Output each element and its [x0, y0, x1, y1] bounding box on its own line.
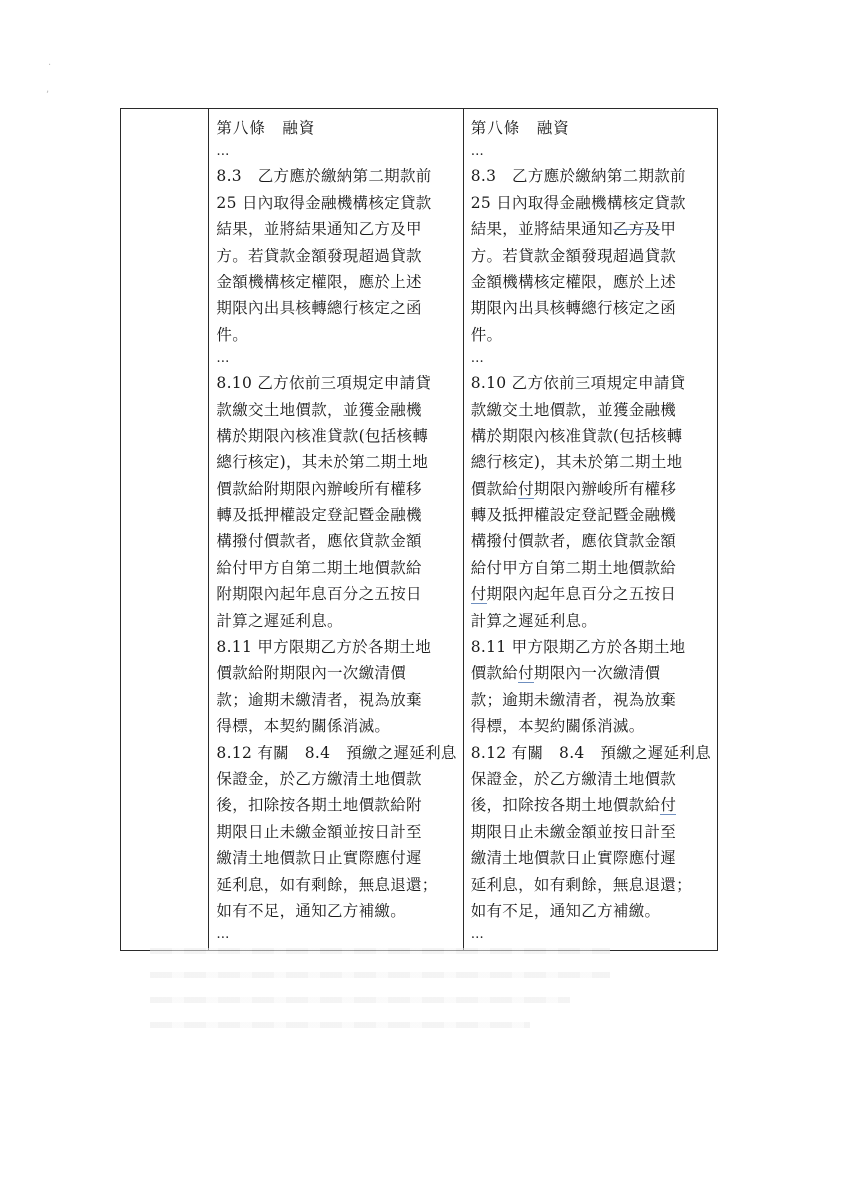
clause-text-line: 款繳交土地價款，並獲金融機: [470, 400, 677, 419]
clause-text-line: 轉及抵押權設定登記暨金融機: [470, 506, 677, 525]
show-through-text-line: [150, 1022, 530, 1028]
revised-text-mark: 付: [470, 585, 487, 604]
clause-text-segment: 價款給: [470, 479, 519, 498]
clause-text-line: 件。: [216, 325, 249, 344]
clause-text-line: [471, 581, 711, 607]
clause-text-line: [471, 792, 711, 818]
clause-text-line: 8.11 甲方限期乙方於各期土地: [470, 638, 686, 657]
clause-text-segment: 期限內辦峻所有權移: [533, 479, 677, 498]
clause-text-segment: 結果，並將結果通知: [470, 220, 613, 239]
clause-text-line: 得標，本契約關係消滅。: [470, 717, 645, 736]
clause-text-line: [471, 476, 711, 502]
clause-text-segment: 期限內起年息百分之五按日: [486, 585, 677, 604]
label-column-cell: [121, 109, 209, 951]
clause-text-line: 轉及抵押權設定登記暨金融機: [216, 506, 422, 525]
revised-text-mark: 付: [518, 664, 534, 683]
clause-text-line: 8.3 乙方應於繳納第二期款前: [470, 167, 686, 186]
clause-text-line: 後，扣除按各期土地價款給附: [216, 796, 422, 815]
clause-text-line: 構撥付價款者，應依貸款金額: [470, 532, 677, 551]
clause-text-line: 8.10 乙方依前三項規定申請貸: [216, 374, 432, 393]
clause-text-line: 計算之遲延利息。: [470, 611, 598, 630]
clause-text-line: 期限日止未繳金額並按日計至: [470, 822, 677, 841]
omission-ellipsis: …: [216, 351, 230, 367]
clause-text-line: 8.12 有關 8.4 預繳之遲延利息: [216, 743, 457, 762]
clause-text-line: 附期限內起年息百分之五按日: [216, 585, 422, 604]
clause-text-line: 25 日內取得金融機構核定貸款: [216, 193, 432, 212]
clause-text-line: 價款給附期限內辦峻所有權移: [216, 479, 422, 498]
revised-text-column: [463, 109, 717, 951]
clause-text-line: 價款給附期限內一次繳清價: [216, 664, 407, 683]
clause-text-line: 款繳交土地價款，並獲金融機: [216, 400, 422, 419]
clause-text-line: 構於期限內核准貸款(包括核轉: [470, 426, 683, 445]
clause-text-line: 繳清土地價款日止實際應付遲: [216, 849, 422, 868]
scan-speck-mid: ,: [46, 84, 50, 95]
clause-text-line: 結果，並將結果通知乙方及甲: [216, 220, 422, 239]
revised-text-mark: 付: [518, 479, 534, 498]
clause-text-line: 期限日止未繳金額並按日計至: [216, 822, 422, 841]
clause-text-line: 期限內出具核轉總行核定之函: [216, 299, 422, 318]
clause-text-line: 8.11 甲方限期乙方於各期土地: [216, 638, 432, 657]
clause-text-line: 給付甲方自第二期土地價款給: [470, 558, 677, 577]
show-through-text-line: [150, 948, 610, 954]
contract-comparison-table: [120, 108, 718, 951]
clause-text-line: 延利息，如有剩餘，無息退還；: [470, 875, 692, 894]
clause-text-line: 方。若貸款金額發現超過貸款: [470, 246, 677, 265]
clause-text-line: 計算之遲延利息。: [216, 611, 343, 630]
omission-ellipsis: …: [470, 351, 485, 367]
show-through-text-line: [150, 997, 570, 1003]
clause-text-line: 件。: [470, 325, 503, 344]
clause-text-line: [471, 660, 711, 686]
clause-text-line: 款；逾期未繳清者，視為放棄: [470, 690, 677, 709]
omission-ellipsis: …: [216, 927, 230, 943]
clause-text-segment: 後，扣除按各期土地價款給: [470, 796, 661, 815]
clause-text-line: 給付甲方自第二期土地價款給: [216, 558, 422, 577]
clause-text-line: 金額機構核定權限，應於上述: [470, 272, 677, 291]
clause-text-line: [471, 216, 711, 242]
clause-text-line: 保證金，於乙方繳清土地價款: [216, 769, 422, 788]
scan-speck-top: ·: [48, 60, 52, 71]
clause-text-line: 如有不足，通知乙方補繳。: [470, 901, 661, 920]
clause-text-line: 總行核定)，其未於第二期土地: [216, 453, 429, 472]
original-text-column: [209, 109, 463, 951]
article-heading: 第八條 融資: [470, 119, 570, 137]
article-heading: 第八條 融資: [216, 119, 316, 137]
clause-text-line: 如有不足，通知乙方補繳。: [216, 901, 407, 920]
clause-text-line: 款；逾期未繳清者，視為放棄: [216, 690, 422, 709]
clause-text-line: 8.12 有關 8.4 預繳之遲延利息: [470, 743, 711, 762]
clause-text-segment: 期限內一次繳清價: [533, 664, 661, 683]
clause-text-line: 金額機構核定權限，應於上述: [216, 272, 422, 291]
clause-text-line: 構撥付價款者，應依貸款金額: [216, 532, 422, 551]
table-row: [121, 109, 718, 951]
clause-text-line: 25 日內取得金融機構核定貸款: [470, 193, 686, 212]
clause-text-line: 繳清土地價款日止實際應付遲: [470, 849, 677, 868]
clause-text-line: 構於期限內核准貸款(包括核轉: [216, 426, 429, 445]
omission-ellipsis: …: [470, 144, 485, 160]
revised-text-mark: 付: [660, 796, 677, 815]
clause-text-line: 8.10 乙方依前三項規定申請貸: [470, 374, 686, 393]
clause-text-line: 總行核定)，其未於第二期土地: [470, 453, 683, 472]
clause-text-segment: 價款給: [470, 664, 519, 683]
omission-ellipsis: …: [470, 927, 485, 943]
clause-text-line: 方。若貸款金額發現超過貸款: [216, 246, 422, 265]
clause-text-segment: 甲: [660, 220, 677, 239]
omission-ellipsis: …: [216, 144, 230, 160]
show-through-text-line: [150, 972, 610, 978]
clause-text-line: 得標，本契約關係消滅。: [216, 717, 391, 736]
deleted-text-mark: 乙方及: [612, 220, 661, 239]
clause-text-line: 保證金，於乙方繳清土地價款: [470, 769, 677, 788]
clause-text-line: 8.3 乙方應於繳納第二期款前: [216, 167, 432, 186]
clause-text-line: 延利息，如有剩餘，無息退還；: [216, 875, 438, 894]
clause-text-line: 期限內出具核轉總行核定之函: [470, 299, 677, 318]
